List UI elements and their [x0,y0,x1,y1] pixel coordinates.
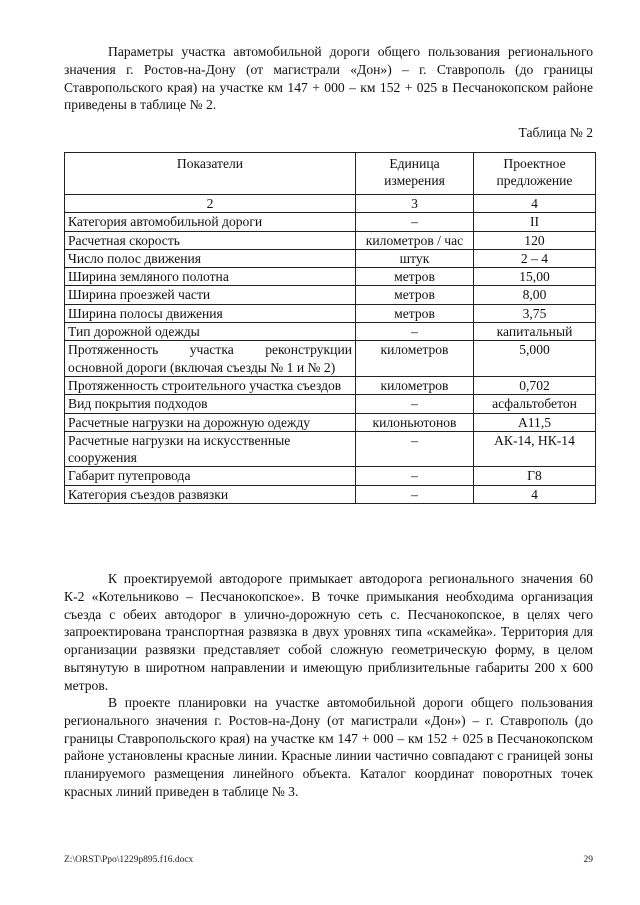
table-row [65,341,596,377]
row-indicator: Вид покрытия подходов [65,395,356,413]
row-value: Г8 [474,467,596,485]
table-row [65,323,596,341]
row-unit: – [356,467,474,485]
table-row [65,395,596,413]
row-value: АК-14, НК-14 [474,431,596,467]
header-unit: Единица измерения [356,153,474,195]
table-row [65,286,596,304]
row-unit: километров / час [356,231,474,249]
row-unit: – [356,431,474,467]
row-value: А11,5 [474,413,596,431]
row-unit: километров [356,376,474,394]
row-unit: – [356,485,474,503]
footer-file-path: Z:\ORST\Ppo\1229p895.f16.docx [64,855,194,865]
row-unit: метров [356,304,474,322]
column-number: 2 [65,195,356,213]
table-row [65,413,596,431]
row-indicator: Категория автомобильной дороги [65,213,356,231]
row-value: 8,00 [474,286,596,304]
row-indicator: Тип дорожной одежды [65,323,356,341]
row-value: 5,000 [474,341,596,377]
table-body [65,213,596,504]
table-row [65,213,596,231]
row-indicator: Ширина проезжей части [65,286,356,304]
row-value: 4 [474,485,596,503]
row-unit: – [356,213,474,231]
row-value: 2 – 4 [474,249,596,267]
row-value: 0,702 [474,376,596,394]
row-value: 3,75 [474,304,596,322]
row-unit: километров [356,341,474,377]
row-indicator: Ширина земляного полотна [65,268,356,286]
row-value: II [474,213,596,231]
table-row [65,376,596,394]
row-value: 120 [474,231,596,249]
row-unit: – [356,323,474,341]
table-row [65,467,596,485]
header-indicator: Показатели [65,153,356,195]
column-number-row [65,195,596,213]
row-indicator: Габарит путепровода [65,467,356,485]
row-unit: килоньютонов [356,413,474,431]
column-number: 4 [474,195,596,213]
column-number: 3 [356,195,474,213]
row-indicator: Число полос движения [65,249,356,267]
row-indicator: Категория съездов развязки [65,485,356,503]
row-unit: штук [356,249,474,267]
footer-page-number: 29 [583,855,593,865]
row-indicator: Ширина полосы движения [65,304,356,322]
row-indicator: Протяженность участка реконструкции основной дороги (включая съезды № 1 и № 2) [65,341,356,377]
row-unit: метров [356,286,474,304]
table-row [65,304,596,322]
parameters-table [64,152,596,504]
row-indicator: Протяженность строительного участка съездов [65,376,356,394]
row-value: асфальтобетон [474,395,596,413]
intro-paragraph: Параметры участка автомобильной дороги общего пользования регионального значения г. Ростов-на-Дону (от магистрали «Дон») – г. Ставрополь (до границы Ставропольского края) на участке км 147 + 000 – км 152 + 025 в Песчанокопском районе приведены в таблице № 2. [64,44,593,113]
row-indicator: Расчетная скорость [65,231,356,249]
table-row [65,431,596,467]
header-proposal: Проектное предложение [474,153,596,195]
table-row [65,485,596,503]
table-row [65,268,596,286]
adjacent-road-paragraph: К проектируемой автодороге примыкает автодорога регионального значения 60 К-2 «Котельниково – Песчанокопское». В точке примыкания необходима организация съезда с обеих автодорог в улично-дорожную сеть с. Песчанокопское, в целях чего запроектирована транспортная развязка в двух уровнях типа «скамейка». Территория для организации развязки представляет собой сложную геометрическую форму, в целом вытянутую в широтном направлении и имеющую приблизительные габариты 200 х 600 метров. [64,571,593,693]
table-header-row [65,153,596,195]
row-indicator: Расчетные нагрузки на дорожную одежду [65,413,356,431]
row-indicator: Расчетные нагрузки на искусственные сооружения [65,431,356,467]
row-value: 15,00 [474,268,596,286]
table-row [65,249,596,267]
row-unit: – [356,395,474,413]
table-row [65,231,596,249]
row-unit: метров [356,268,474,286]
row-value: капитальный [474,323,596,341]
planning-paragraph: В проекте планировки на участке автомобильной дороги общего пользования регионального значения г. Ростов-на-Дону (от магистрали «Дон») – г. Ставрополь (до границы Ставропольского края) на участке км 147 + 000 – км 152 + 025 в Песчанокопском районе установлены красные линии. Красные линии частично совпадают с границей зоны планируемого размещения линейного объекта. Каталог координат поворотных точек красных линий приведен в таблице № 3. [64,695,593,799]
table-caption: Таблица № 2 [518,125,593,140]
